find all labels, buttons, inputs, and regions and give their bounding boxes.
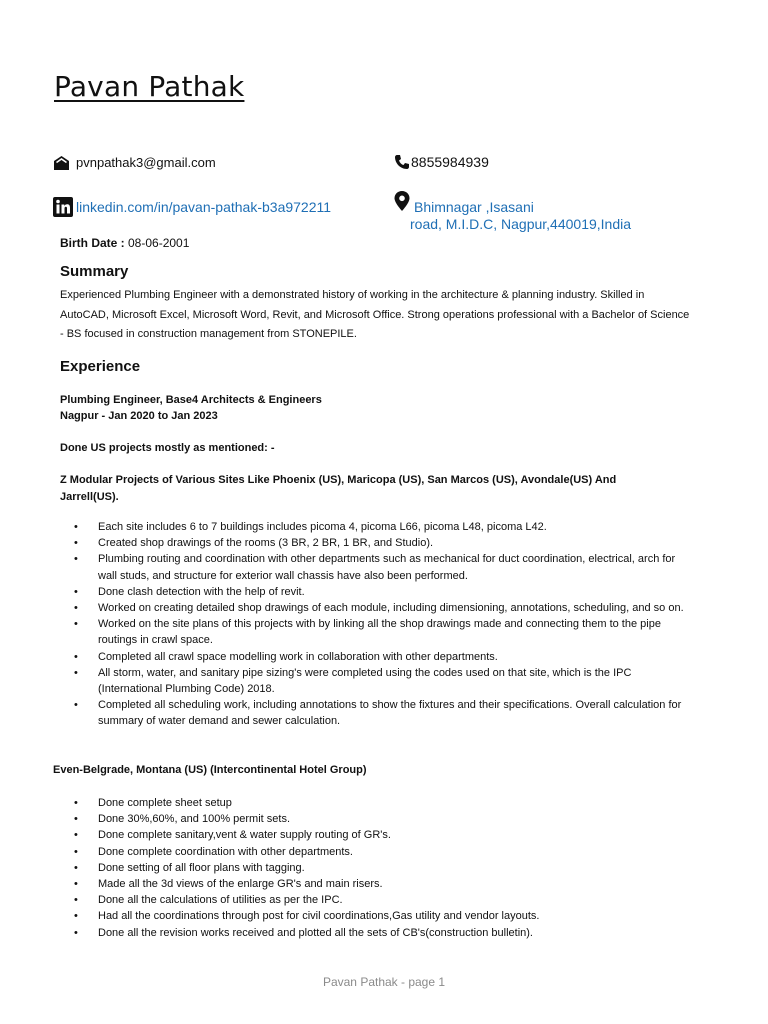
list-item: • Worked on the site plans of this projects with by linking all the shop drawings made and connecting them to the pipe routings in crawl space. [54,616,694,648]
projects-intro: Done US projects mostly as mentioned: - [60,442,275,454]
address-line-2: road, M.I.D.C, Nagpur,440019,India [410,216,632,232]
birth-date-value: 08-06-2001 [124,236,190,250]
job-location-dates: Nagpur - Jan 2020 to Jan 2023 [60,410,218,422]
project-2-list [54,795,694,941]
list-item: • Done 30%,60%, and 100% permit sets. [54,811,694,827]
candidate-name: Pavan Pathak [54,70,245,103]
list-item: • Plumbing routing and coordination with other departments such as mechanical for duct coordination, electrical, arch for wall studs, and structure for exterior wall chassis have also been performed. [54,551,694,583]
list-item: • Done complete coordination with other departments. [54,844,694,860]
list-item: • Done all the calculations of utilities as per the IPC. [54,892,694,908]
list-item: • Done all the revision works received and plotted all the sets of CB's(construction bulletin). [54,925,694,941]
list-item: • Done setting of all floor plans with tagging. [54,860,694,876]
address-line-1: Bhimnagar ,Isasani [414,199,534,215]
phone-icon [394,154,410,170]
birth-date-label: Birth Date : [60,236,125,250]
linkedin-icon [53,197,73,217]
list-item: • Made all the 3d views of the enlarge GR's and main risers. [54,876,694,892]
list-item: • Each site includes 6 to 7 buildings includes picoma 4, picoma L66, picoma L48, picoma L42. [54,519,694,535]
list-item: • All storm, water, and sanitary pipe sizing's were completed using the codes used on that site, which is the IPC (International Plumbing Code) 2018. [54,665,694,697]
project-1-list [54,519,694,730]
linkedin-link[interactable]: linkedin.com/in/pavan-pathak-b3a972211 [76,199,332,215]
list-item: • Done complete sheet setup [54,795,694,811]
phone-text[interactable]: 8855984939 [411,154,489,170]
location-pin-icon [394,191,410,216]
summary-text: Experienced Plumbing Engineer with a demonstrated history of working in the architecture & planning industry. Skilled in AutoCAD, Microsoft Excel, Microsoft Word, Revit, and Microsoft Office. Strong operations professional with a Bachelor of Science - BS focused in construction management from STONEPILE. [60,289,690,340]
list-item: • Done clash detection with the help of revit. [54,584,694,600]
list-item: • Had all the coordinations through post for civil coordinations,Gas utility and vendor layouts. [54,908,694,924]
project-1-title: Z Modular Projects of Various Sites Like Phoenix (US), Maricopa (US), San Marcos (US), Avondale(US) And Jarrell(US). [60,474,617,503]
experience-heading: Experience [60,358,141,375]
linkedin-row [53,197,331,217]
list-item: • Done complete sanitary,vent & water supply routing of GR's. [54,827,694,843]
list-item: • Completed all crawl space modelling work in collaboration with other departments. [54,649,694,665]
email-text[interactable]: pvnpathak3@gmail.com [76,155,216,170]
phone-row [394,154,489,170]
list-item: • Created shop drawings of the rooms (3 BR, 2 BR, 1 BR, and Studio). [54,535,694,551]
summary-heading: Summary [60,263,129,280]
list-item: • Completed all scheduling work, including annotations to show the fixtures and their specifications. Overall calculation for summary of water demand and sewer calculation. [54,697,694,729]
email-icon [53,154,70,171]
job-role: Plumbing Engineer, Base4 Architects & Engineers [60,394,322,406]
page-footer: Pavan Pathak - page 1 [322,975,446,989]
project-2-title: Even-Belgrade, Montana (US) (Intercontinental Hotel Group) [53,764,367,776]
list-item: • Worked on creating detailed shop drawings of each module, including dimensioning, annotations, scheduling, and so on. [54,600,694,616]
email-row [53,154,216,171]
birth-date [60,236,189,250]
